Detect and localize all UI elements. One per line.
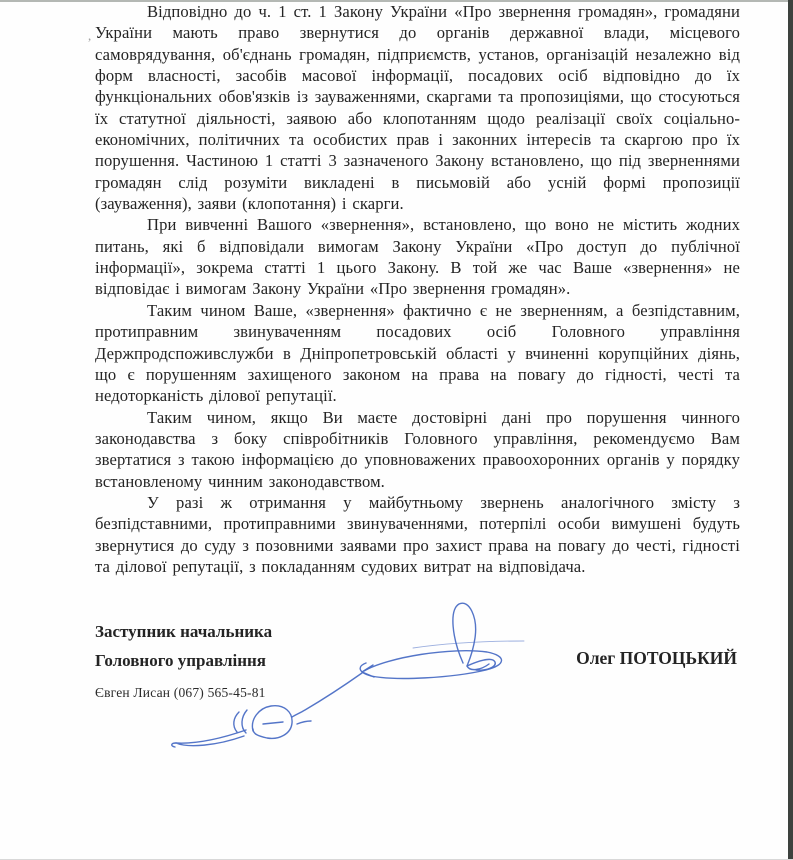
signer-position-line2: Головного управління bbox=[95, 650, 266, 670]
executor-contact: Євген Лисан (067) 565-45-81 bbox=[95, 685, 266, 700]
paragraph: Таким чином Ваше, «звернення» фактично є не зверненням, а безпідставним, протиправним звинуваченням посадових осіб Головного управління Держпродспоживслужби в Дніпропетровській області у вчиненні корупційних діянь, що є порушенням захищеного законом на права на повагу до гідності, честі та недоторканість ділової репутації. bbox=[95, 300, 740, 406]
letter-body bbox=[95, 1, 740, 577]
signer-name: Олег ПОТОЦЬКИЙ bbox=[576, 648, 737, 668]
scan-edge-top bbox=[0, 0, 793, 2]
paragraph: При вивченні Вашого «звернення», встановлено, що воно не містить жодних питань, які б відповідали вимогам Закону України «Про доступ до публічної інформації», зокрема статті 1 цього Закону. В той же час Ваше «звернення» не відповідає і вимогам Закону України «Про звернення громадян». bbox=[95, 215, 740, 299]
paragraph: У разі ж отримання у майбутньому звернень аналогічного змісту з безпідставними, протиправними звинуваченнями, потерпілі особи вимушені будуть звернутися до суду з позовними заявами про захист права на повагу до честі, гідності та ділової репутації, з покладанням судових витрат на відповідача. bbox=[95, 492, 740, 576]
scan-artifact: , bbox=[88, 28, 92, 43]
signer-position-line1: Заступник начальника bbox=[95, 622, 273, 641]
signer-position bbox=[95, 618, 272, 675]
paragraph: Таким чином, якщо Ви маєте достовірні дані про порушення чинного законодавства з боку співробітників Головного управління, рекомендуємо Вам звертатися з такою інформацією до уповноважених правоохоронних органів у порядку встановленому чинним законодавством. bbox=[95, 407, 740, 491]
paragraph: Відповідно до ч. 1 ст. 1 Закону України «Про звернення громадян», громадяни України мають право звернутися до органів державної влади, місцевого самоврядування, об'єднань громадян, підприємств, установ, організацій незалежно від форм власності, засобів масової інформації, посадових осіб відповідно до їх функціональних обов'язків із зауваженнями, скаргами та пропозиціями, що стосуються їх статутної діяльності, заявою або клопотанням щодо реалізації своїх соціально-економічних, політичних та особистих прав і законних інтересів та скаргою про їх порушення. Частиною 1 статті 3 зазначеного Закону встановлено, що під зверненнями громадян слід розуміти викладені в письмовій або усній формі пропозиції (зауваження), заяви (клопотання) і скарги. bbox=[95, 2, 740, 214]
scan-edge-right bbox=[788, 0, 793, 860]
